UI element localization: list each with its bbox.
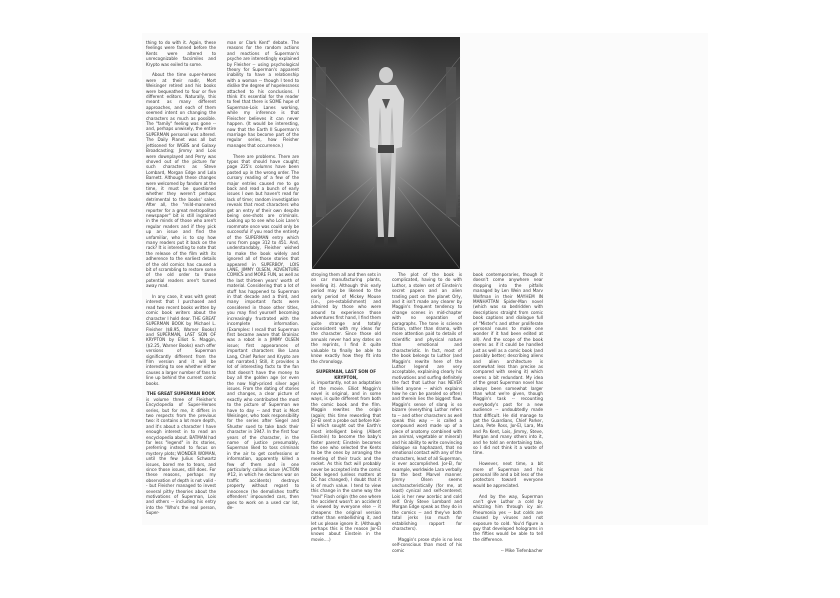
paragraph: Maggin's prose style is no less self-conscious than most of his comic [392,536,462,553]
superman-film-photo [312,37,460,269]
section-heading: SUPERMAN, LAST SON OF KRYPTON, [315,369,377,380]
column-4 [392,272,462,553]
column-5 [473,272,543,553]
column-3 [311,272,381,542]
paragraph: About the time super-heroes were at their nadir, Mort Weisinger retired and his books were bequeathed to four or five different editors. Naturally, this meant as many different approaches, and each of them seemed intent on changing the characters as much as possible. The "family" feeling was gone -- and, perhaps unwisely, the entire SUPERMAN personal was altered. The Daily Planet was all but jettisoned for WGBS and Galaxy Broadcasting; Jimmy and Lois were downplayed and Perry was shoved out of the picture for such characters as Steve Lombard, Morgan Edge and Lola Barnett. Although these changes were welcomed by fandom at the time, it must be questioned whether they weren't perhaps detrimental to the books' sales. After all, the "mild-mannered reporter for a great metropolitan newspaper" bit is still ingrained in the minds of those who aren't regular readers and if they pick up an issue and find the unfamiliar, who is to say how many readers put it back on the rack? It is interesting to note that the release of the film with its adherence to the earliest details of the old comics has caused a bit of scrambling to restore some of the old order to those potential readers aren't turned away mad. [146,72,216,289]
paragraph: thing to do with it. Again, these feelings were fanned before the Kents were altered to unrecognizable facsimiles and Krypto was exiled to some. [146,40,216,67]
author-byline: -- Mike Tiefenbacher [500,547,543,553]
paragraph: There are problems. There are typos that should have caught; page 225's columns have been pasted up in the wrong order. The cursory reading of a few of the major entries caused me to go back and read a bunch of early issues I own but haven't read for lack of time; random investigation reveals that most characters who get an entry of their own despite being one-shots are criminals. Looking up to see who Lois Lane's roommate once was could only be successful if you read the entirety of the SUPERMAN entry which runs from page 312 to 451. And, understandably, Fleisher wished to make the book widely and ignored all of those stories that appeared in SUPERBOY, LOIS LANE, JIMMY OLSEN, ADVENTURE COMICS and MORE FUN, as well as the last thirteen years' worth of material. Considering that a lot of stuff has happened to Superman in that decade and a third, and many important facts were considered in those other titles, you may find yourself becoming increasingly frustrated with the incomplete information. (Examples: I recall that Superman first became aware that Brainiac was a robot in a JIMMY OLSEN issue; first appearances of important characters like Lana Lang, Chief Parker and Krypto are not narrated.) Still, it provides a lot of interesting facts to the fan that doesn't have the money to buy all the golden age (or even the now high-priced silver age) issues. From the dating of stories and changes, a clear picture of exactly who contributed the most to the picture of Superman we have to day -- and that is Mort Weisinger, who took responsibility for the series after Siegel and Shuster sued to take back their character in 1947. In the first four years of the character, in the name of justice presumably, Superman liked to toss criminals in the air to get confessions or information, apparently killed a few of them and in one particularly callous issue (ACTION #12, in which he declares war on traffic accidents) destroys property without regard to innocence (he demolishes traffic offenders' impounded cars, then goes to work on a used car lot, de- [227,153,299,510]
paragraph: book contemporaries, though it doesn't come anywhere near dropping into the pitfalls managed by Len Wein and Marv Wolfman in their MAYHEM IN MANHATTAN Spider-Man novel (which was so bedridden with descriptions straight from comic book captions and dialogue full of "Mister"s and other proliferate personal nouns to make one wonder if it had been edited at all). And the scope of the book seems as if it could be handled just as well as a comic book (and possibly better; describing aliens and alien architecture is somewhat less than precise as compared with seeing it) which seems a bit redundant. My idea of the great Superman novel has always been somewhat larger than what we're given, though Maggin's task -- recounting everybody's past for a new audience -- undoubtedly made that difficult. He did manage to get the Guardians, Chief Parker, Lana, Pete Ross, Jor-El, Lara, Ma and Pa Kent, Lois, Jimmy, Steve, Morgan and many others into it, and he told an entertaining tale, so I did not think it a waste of time. [473,272,543,456]
photo-illustration [312,37,460,269]
paragraph: is volume three of Fleisher's Encyclopedia of Super-Heroes series, but for me, it differs in two respects from the previous two: it contains a lot more depth, and it's about a character I have enough interest in to read an encyclopedia about. BATMAN had far less "legend" in its stories, preferring instead to focus on mystery plots; WONDER WOMAN, until the few Julius Schwartz issues, bored me to tears, and since those issues, still does. For these reasons, perhaps my observation of depth is not valid -- but Fleisher managed to invest several pithy theories about the motivations of Superman, Lois and others -- including his entry into the "Who's the real person, Super- [146,396,216,516]
paragraph: However, next time, a bit more of Superman and his personal life and a bit less of the protectors toward everyone would be appreciated. [473,461,543,488]
section-heading: THE GREAT SUPERMAN BOOK [146,391,216,397]
paragraph: man or Clark Kent" debate. The reasons for the random actions and reactions of Superman's psyche are interestingly explained by Fleisher -- using psychological theory for Superman's apparent inability to have a relationship with a woman -- though I tend to dislike the degree of hopelessness attached to his conclusions. I think it's essential for the reader to feel that there is SOME hope of Superman-Lois Lanes working, while my inference is that Fleischer believes it can never happen. (It would be interesting, now that the Earth II Superman's marriage has become part of the regular series, how Fleisher manages that occurrence.) [227,40,299,148]
paragraph: In any case, it was with great interest that I purchased and read two recent books written by comic book writers about the character I hold dear. THE GREAT SUPERMAN BOOK by Michael L. Fleisher ($8.95, Warner Books) and SUPERMAN, LAST SON OF KRYPTON by Elliot S. Maggin, ($2.25, Warner Books) each offer versions of Superman significantly different from the film version and it will be interesting to see whether either causes a larger number of fans to line up behind the current comic books. [146,294,217,386]
column-2 [227,40,299,510]
photo-credit: © 1978 DC COMICS INC [457,195,461,232]
paragraph: And by the way, Superman can't give Luthor a cold by whizzing him through icy air. Pneumonia yes -- but colds are caused by viruses and not exposure to cold. You'd figure a guy that developed holograms in the fifties would be able to tell the difference. [473,493,543,542]
paragraph: The plot of the book is complicated, having to do with Luthor, a stolen set of Einstein's secret papers and an alien trading post on the planet Orly, and it isn't made any clearer by Maggin's frequent tendency to change scenes in mid-chapter with no separation of paragraphs. The tone is science fiction, rather than drama, with more attention paid to details of scientific and physical nature than emotional and characteristic. In fact, most of the book belongs to Luthor (and Maggin's rewrite here of the Luthor legend are very acceptable, explaining clearly his motivations and surfing definitely the fact that Luthor has NEVER killed anyone -- which explains how he can be paroled so often) and therein lies the biggest flaw. Maggin's sense of slang is so bizarre (everything Luthor refers to -- and other characters as well speak this way -- is called a compound word made up of a piece of anatomy combined with an animal, vegetable or mineral) and his ability to write convincing dialogue so haphazard, that no emotional contact with any of the characters, least of all Superman, is ever accomplished. Jor-El, for example, worldwide Lara verbally to the best Marvel manner. Jimmy Olsen seems uncharacteristically (for me, at least) cynical and self-centered; Lois is her new acerbic and cold self. Only Steve Lombard and Morgan Edge speak as they do in the comics -- and they've both total jerks (so much for establishing rapport for characters). [392,272,462,532]
paragraph: is, importantly, not an adaptation of the movie. Elliot Maggin's novel is original, and in some ways, is quite different from both the comic book and the film. Maggin rewrites the origin (again; this time rewording that Jor-El sent a probe out before Kal-El which sought out the Earth's most intelligent being (Albert Einstein) to become the baby's foster parent; Einstein becomes the one who selected the Kents to be the ones by arranging the meeting of their truck and the rocket. As this fact will probably never be accepted into the comic book legend (unless matters at DC has changed), I doubt that it is of much value. I tend to view this change in the same way the "real" Flash origin (the one where the accident wasn't an accident) is viewed by everyone else -- it cheapens the original version rather than embellishing it, and let us please ignore it. (Although perhaps this is the reason Jor-El knows about Einstein in the movie....) [311,380,381,542]
column-1 [146,40,217,516]
paragraph: stroying them all and then sets in on car manufacturing plants, levelling it). Although this early period may be likened to the early period of Mickey Mouse (i.e., pre-establishment) and admired by those who were around to experience those adventures first hand, I find them quite strange and totally inconsistent with my ideas for the character. Since those old annuals never had any dates on the reprints, I find it quite valuable to finally be able to know exactly how they fit into the chronology. [311,272,381,364]
